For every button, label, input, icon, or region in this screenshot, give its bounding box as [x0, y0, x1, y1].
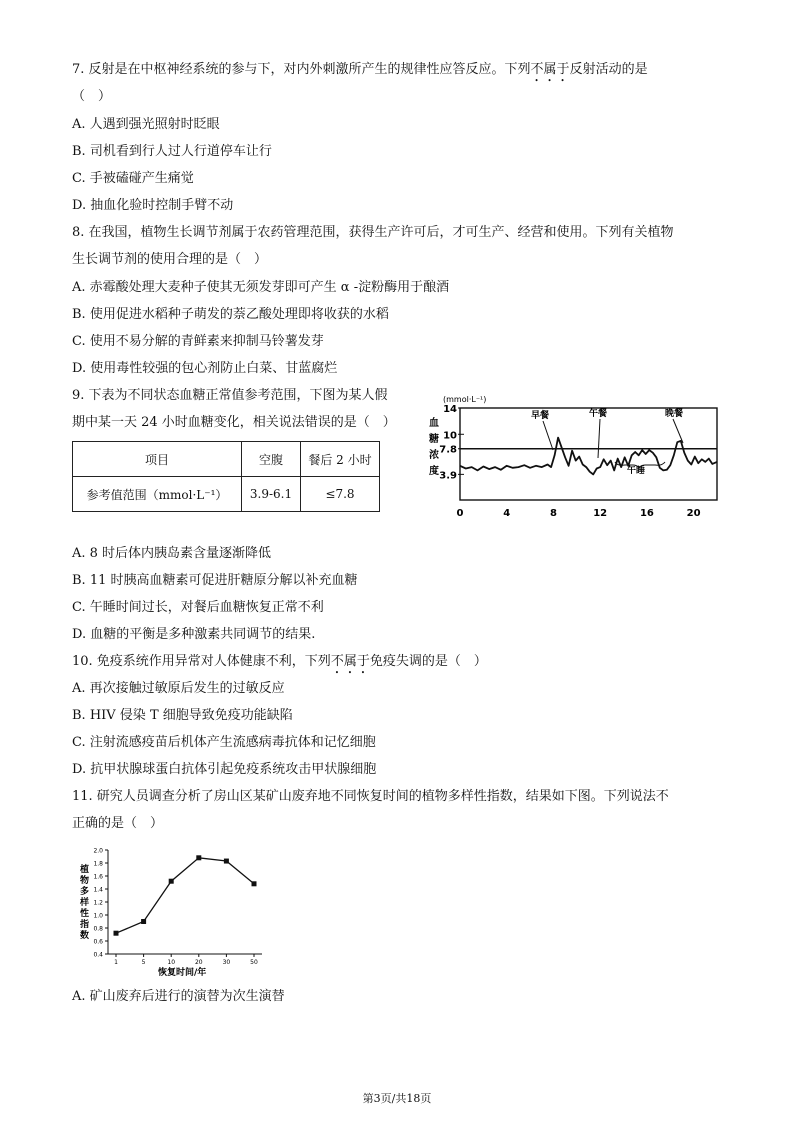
table-cell: 3.9-6.1: [242, 477, 301, 512]
glucose-y-axis-label-char: 度: [429, 466, 439, 477]
lunch-pointer: [598, 419, 600, 458]
diversity-y-axis-label-char: 性: [80, 909, 90, 919]
diversity-y-tick-label: 1.2: [93, 899, 103, 907]
diversity-y-axis-label-char: 多: [80, 887, 90, 897]
glucose-curve: [460, 438, 717, 475]
glucose-x-tick-label: 0: [456, 508, 464, 519]
diversity-y-tick-label: 0.4: [93, 951, 103, 959]
q7-option-d[interactable]: D. 抽血化验时控制手臂不动: [72, 198, 234, 213]
diversity-y-tick-label: 1.0: [93, 912, 103, 920]
diversity-y-axis-label-char: 样: [80, 898, 90, 908]
diversity-y-tick-label: 2.0: [93, 847, 103, 855]
q7-option-a[interactable]: A. 人遇到强光照射时眨眼: [72, 117, 220, 132]
q8-stem-line2: 生长调节剂的使用合理的是（ ）: [72, 252, 268, 267]
q9-stem-line1: 9. 下表为不同状态血糖正常值参考范围，下图为某人假: [72, 388, 388, 403]
diversity-data-point: [141, 919, 146, 924]
diversity-data-point: [252, 881, 257, 886]
q9-option-a[interactable]: A. 8 时后体内胰岛素含量逐渐降低: [72, 546, 272, 561]
glucose-y-axis-label-char: 浓: [429, 450, 439, 461]
diversity-x-tick-label: 10: [167, 959, 176, 966]
table-row: [73, 477, 380, 512]
diversity-data-point: [224, 859, 229, 864]
q8-option-d[interactable]: D. 使用毒性较强的包心剂防止白菜、甘蓝腐烂: [72, 361, 338, 376]
diversity-y-tick-label: 0.6: [93, 938, 103, 946]
diversity-y-axis-label-char: 数: [80, 931, 90, 941]
q9-option-c[interactable]: C. 午睡时间过长，对餐后血糖恢复正常不利: [72, 600, 324, 615]
annotation-dinner: 晚餐: [665, 409, 684, 419]
diversity-y-tick-label: 1.8: [93, 860, 103, 868]
diversity-x-tick-label: 1: [114, 959, 118, 966]
q10-option-b[interactable]: B. HIV 侵染 T 细胞导致免疫功能缺陷: [72, 708, 293, 723]
q7-option-b[interactable]: B. 司机看到行人过人行道停车让行: [72, 144, 272, 159]
q10-option-a[interactable]: A. 再次接触过敏原后发生的过敏反应: [72, 681, 285, 696]
diversity-index-chart: [72, 842, 272, 982]
reference-table: [72, 441, 380, 512]
diversity-data-point: [169, 879, 174, 884]
q11-stem-line1: 11. 研究人员调查分析了房山区某矿山废弃地不同恢复时间的植物多样性指数，结果如下图。下列说法不: [72, 789, 669, 804]
q8-option-b[interactable]: B. 使用促进水稻种子萌发的萘乙酸处理即将收获的水稻: [72, 307, 389, 322]
glucose-y-tick-label: 7.8: [439, 444, 457, 456]
q8-option-a[interactable]: A. 赤霉酸处理大麦种子使其无须发芽即可产生 α -淀粉酶用于酿酒: [72, 280, 450, 295]
diversity-x-tick-label: 50: [250, 959, 258, 966]
diversity-y-tick-label: 1.6: [93, 873, 103, 881]
q10-option-d[interactable]: D. 抗甲状腺球蛋白抗体引起免疫系统攻击甲状腺细胞: [72, 762, 377, 777]
annotation-lunch: 午餐: [589, 409, 608, 419]
diversity-x-tick-label: 20: [194, 959, 203, 966]
table-header-cell: 项目: [73, 442, 242, 477]
page-footer: 第3页/共18页: [362, 1092, 432, 1105]
breakfast-pointer: [543, 421, 553, 450]
glucose-x-tick-label: 4: [503, 508, 511, 519]
diversity-x-tick-label: 30: [222, 959, 231, 966]
glucose-x-tick-label: 16: [639, 508, 654, 519]
table-cell: 参考值范围（mmol·L⁻¹）: [73, 477, 242, 512]
table-header-cell: 空腹: [242, 442, 301, 477]
glucose-y-tick-label: 14: [443, 404, 457, 415]
glucose-y-tick-label: 10: [443, 430, 457, 442]
q8-option-c[interactable]: C. 使用不易分解的青鲜素来抑制马铃薯发芽: [72, 334, 324, 349]
glucose-plot-frame: [460, 408, 717, 500]
q7-bracket: （ ）: [72, 89, 112, 104]
dinner-pointer: [673, 419, 683, 443]
diversity-data-point: [114, 931, 119, 936]
annotation-breakfast: 早餐: [531, 411, 550, 421]
q7-emphasis: 不属于: [530, 62, 570, 77]
q10-emphasis: 不属于: [330, 654, 370, 669]
diversity-data-point: [196, 855, 201, 860]
q11-stem-line2: 正确的是（ ）: [72, 816, 164, 831]
diversity-y-axis-label-char: 植: [80, 865, 90, 875]
q9-option-d[interactable]: D. 血糖的平衡是多种激素共同调节的结果.: [72, 627, 316, 642]
diversity-y-tick-label: 0.8: [93, 925, 103, 933]
glucose-x-tick-label: 8: [549, 508, 557, 519]
diversity-x-axis-label: 恢复时间/年: [158, 968, 207, 978]
diversity-y-tick-label: 1.4: [93, 886, 103, 894]
annotation-nap: 午睡: [627, 466, 646, 476]
table-header-row: [73, 442, 380, 477]
blood-glucose-chart: [425, 388, 725, 523]
q7-stem: 7. 反射是在中枢神经系统的参与下，对内外刺激所产生的规律性应答反应。下列不属于反射活动的是: [72, 62, 648, 77]
glucose-y-tick-label: 3.9: [439, 470, 457, 482]
q9-option-b[interactable]: B. 11 时胰高血糖素可促进肝糖原分解以补充血糖: [72, 573, 358, 588]
table-cell: ≤7.8: [301, 477, 380, 512]
diversity-y-axis-label-char: 指: [80, 920, 90, 930]
glucose-y-axis-label-char: 糖: [429, 434, 439, 445]
q9-stem-line2: 期中某一天 24 小时血糖变化，相关说法错误的是（ ）: [72, 415, 396, 430]
q8-stem-line1: 8. 在我国，植物生长调节剂属于农药管理范围，获得生产许可后，才可生产、经营和使用。下列有关植物: [72, 225, 674, 240]
q10-stem: 10. 免疫系统作用异常对人体健康不利，下列不属于免疫失调的是（ ）: [72, 654, 487, 669]
glucose-x-tick-label: 20: [686, 508, 701, 519]
diversity-x-tick-label: 5: [141, 959, 146, 966]
glucose-unit-label: (mmol·L⁻¹): [443, 395, 487, 404]
q10-option-c[interactable]: C. 注射流感疫苗后机体产生流感病毒抗体和记忆细胞: [72, 735, 376, 750]
table-header-cell: 餐后 2 小时: [301, 442, 380, 477]
glucose-x-tick-label: 12: [593, 508, 608, 519]
q11-option-a[interactable]: A. 矿山废弃后进行的演替为次生演替: [72, 989, 285, 1004]
diversity-line: [116, 858, 254, 933]
glucose-y-axis-label-char: 血: [429, 418, 439, 429]
diversity-y-axis-label-char: 物: [80, 876, 90, 886]
q7-option-c[interactable]: C. 手被磕碰产生痛觉: [72, 171, 194, 186]
